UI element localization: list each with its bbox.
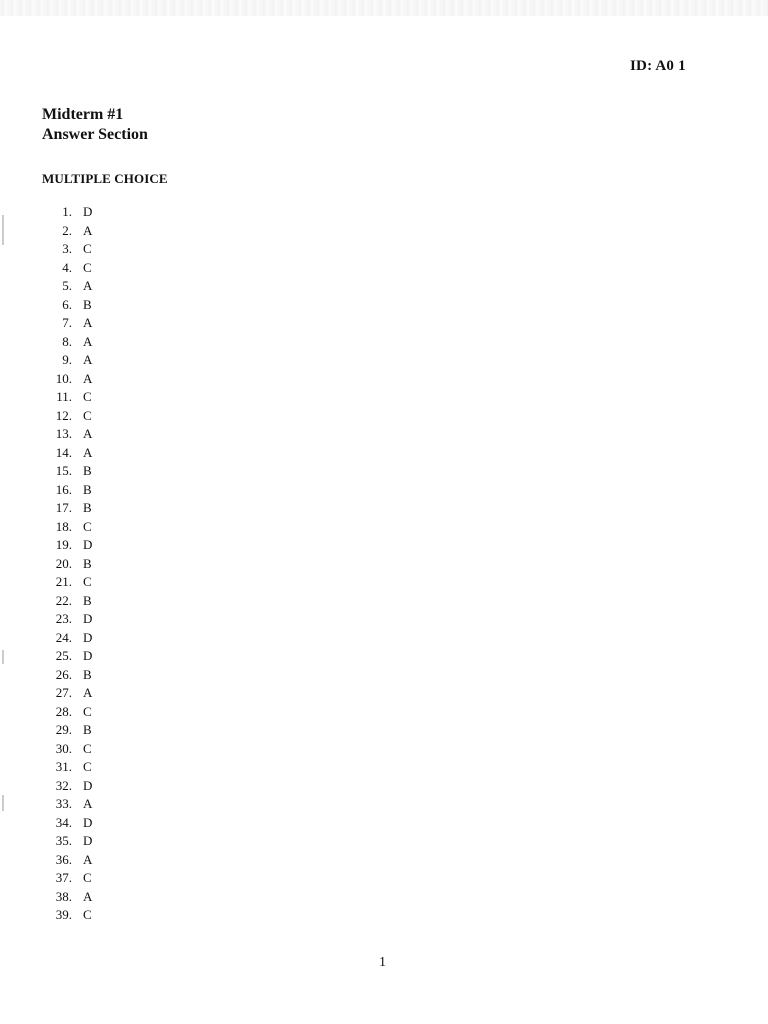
answer-row: [40, 536, 92, 555]
answer-letter: C: [83, 574, 92, 589]
answer-letter: B: [83, 592, 92, 608]
question-number: 6.: [62, 296, 72, 312]
question-number: 25.: [55, 648, 72, 663]
answer-letter: B: [83, 722, 92, 737]
question-number: 20.: [55, 555, 72, 571]
page-number: 1: [379, 955, 386, 970]
answer-letter: D: [83, 833, 93, 848]
answer-row: [40, 203, 92, 222]
answer-letter: C: [83, 870, 92, 885]
question-number: 5.: [62, 278, 72, 293]
answer-letter: D: [83, 777, 93, 793]
answer-row: [40, 333, 92, 352]
question-number: 23.: [55, 611, 72, 626]
answer-letter: C: [83, 703, 92, 719]
title-block: [42, 105, 148, 145]
section-heading: MULTIPLE CHOICE: [42, 171, 168, 186]
question-number: 15.: [55, 463, 72, 478]
answer-row: [40, 906, 92, 925]
answer-letter: B: [83, 463, 92, 478]
answer-letter: A: [83, 278, 93, 293]
answer-letter: C: [83, 907, 92, 922]
answer-row: [40, 869, 92, 888]
question-number: 29.: [55, 722, 72, 737]
question-number: 36.: [55, 851, 72, 867]
question-number: 14.: [55, 444, 72, 460]
answer-row: [40, 832, 92, 851]
document-title: Midterm #1: [42, 106, 124, 123]
answer-row: [40, 573, 92, 592]
answer-letter: A: [83, 796, 93, 811]
answer-letter: A: [83, 851, 93, 867]
question-number: 38.: [55, 888, 72, 904]
question-number: 10.: [55, 370, 72, 386]
answer-row: [40, 703, 92, 722]
answer-row: [40, 351, 92, 370]
margin-mark: [2, 795, 4, 811]
answer-row: [40, 259, 92, 278]
question-number: 2.: [62, 222, 72, 238]
scan-artifact-bar: [0, 0, 768, 16]
answer-row: [40, 684, 92, 703]
answer-letter: D: [83, 648, 93, 663]
question-number: 33.: [55, 796, 72, 811]
answer-row: [40, 518, 92, 537]
answer-row: [40, 444, 92, 463]
answer-row: [40, 647, 92, 666]
question-number: 11.: [56, 389, 72, 404]
answer-row: [40, 296, 92, 315]
answer-letter: A: [83, 222, 93, 238]
question-number: 31.: [55, 759, 72, 774]
document-subtitle: Answer Section: [42, 126, 148, 143]
question-number: 9.: [62, 352, 72, 367]
question-number: 12.: [55, 407, 72, 423]
question-number: 37.: [55, 870, 72, 885]
answer-letter: D: [83, 537, 93, 552]
answer-row: [40, 240, 92, 259]
question-number: 13.: [55, 426, 72, 441]
question-number: 22.: [55, 592, 72, 608]
answer-row: [40, 795, 92, 814]
question-number: 7.: [62, 315, 72, 330]
answer-row: [40, 425, 92, 444]
answer-row: [40, 481, 92, 500]
answer-letter: C: [83, 759, 92, 774]
margin-mark: [2, 650, 4, 664]
answer-row: [40, 629, 92, 648]
question-number: 28.: [55, 703, 72, 719]
question-number: 39.: [55, 907, 72, 922]
question-number: 26.: [55, 666, 72, 682]
question-number: 8.: [62, 333, 72, 349]
answer-row: [40, 407, 92, 426]
answer-letter: D: [83, 629, 93, 645]
answer-letter: A: [83, 888, 93, 904]
answer-row: [40, 462, 92, 481]
question-number: 32.: [55, 777, 72, 793]
answer-row: [40, 370, 92, 389]
answer-letter: A: [83, 426, 93, 441]
answer-row: [40, 388, 92, 407]
answer-row: [40, 721, 92, 740]
answer-letter: C: [83, 740, 92, 756]
answer-letter: A: [83, 352, 93, 367]
answer-row: [40, 851, 92, 870]
answer-letter: A: [83, 685, 93, 700]
answer-letter: A: [83, 444, 93, 460]
answer-letter: C: [83, 518, 92, 534]
answer-letter: D: [83, 814, 93, 830]
answer-list: [40, 203, 92, 925]
answer-row: [40, 814, 92, 833]
answer-row: [40, 740, 92, 759]
answer-letter: B: [83, 666, 92, 682]
answer-letter: C: [83, 389, 92, 404]
answer-letter: C: [83, 259, 92, 275]
answer-letter: B: [83, 500, 92, 515]
answer-letter: C: [83, 407, 92, 423]
answer-letter: A: [83, 315, 93, 330]
answer-row: [40, 777, 92, 796]
answer-letter: B: [83, 296, 92, 312]
answer-letter: B: [83, 555, 92, 571]
question-number: 34.: [55, 814, 72, 830]
answer-letter: B: [83, 481, 92, 497]
answer-row: [40, 666, 92, 685]
question-number: 17.: [55, 500, 72, 515]
question-number: 35.: [55, 833, 72, 848]
answer-row: [40, 499, 92, 518]
question-number: 24.: [55, 629, 72, 645]
question-number: 21.: [55, 574, 72, 589]
answer-row: [40, 277, 92, 296]
answer-row: [40, 555, 92, 574]
answer-letter: C: [83, 241, 92, 256]
id-label: ID: A0 1: [630, 58, 686, 74]
question-number: 19.: [55, 537, 72, 552]
question-number: 27.: [55, 685, 72, 700]
answer-row: [40, 888, 92, 907]
question-number: 3.: [62, 241, 72, 256]
question-number: 18.: [55, 518, 72, 534]
question-number: 30.: [55, 740, 72, 756]
margin-mark: [2, 215, 4, 245]
answer-letter: D: [83, 204, 93, 219]
answer-letter: D: [83, 611, 93, 626]
answer-row: [40, 592, 92, 611]
question-number: 4.: [62, 259, 72, 275]
answer-row: [40, 610, 92, 629]
question-number: 16.: [55, 481, 72, 497]
question-number: 1.: [62, 204, 72, 219]
answer-letter: A: [83, 370, 93, 386]
answer-row: [40, 314, 92, 333]
answer-letter: A: [83, 333, 93, 349]
answer-row: [40, 222, 92, 241]
answer-row: [40, 758, 92, 777]
